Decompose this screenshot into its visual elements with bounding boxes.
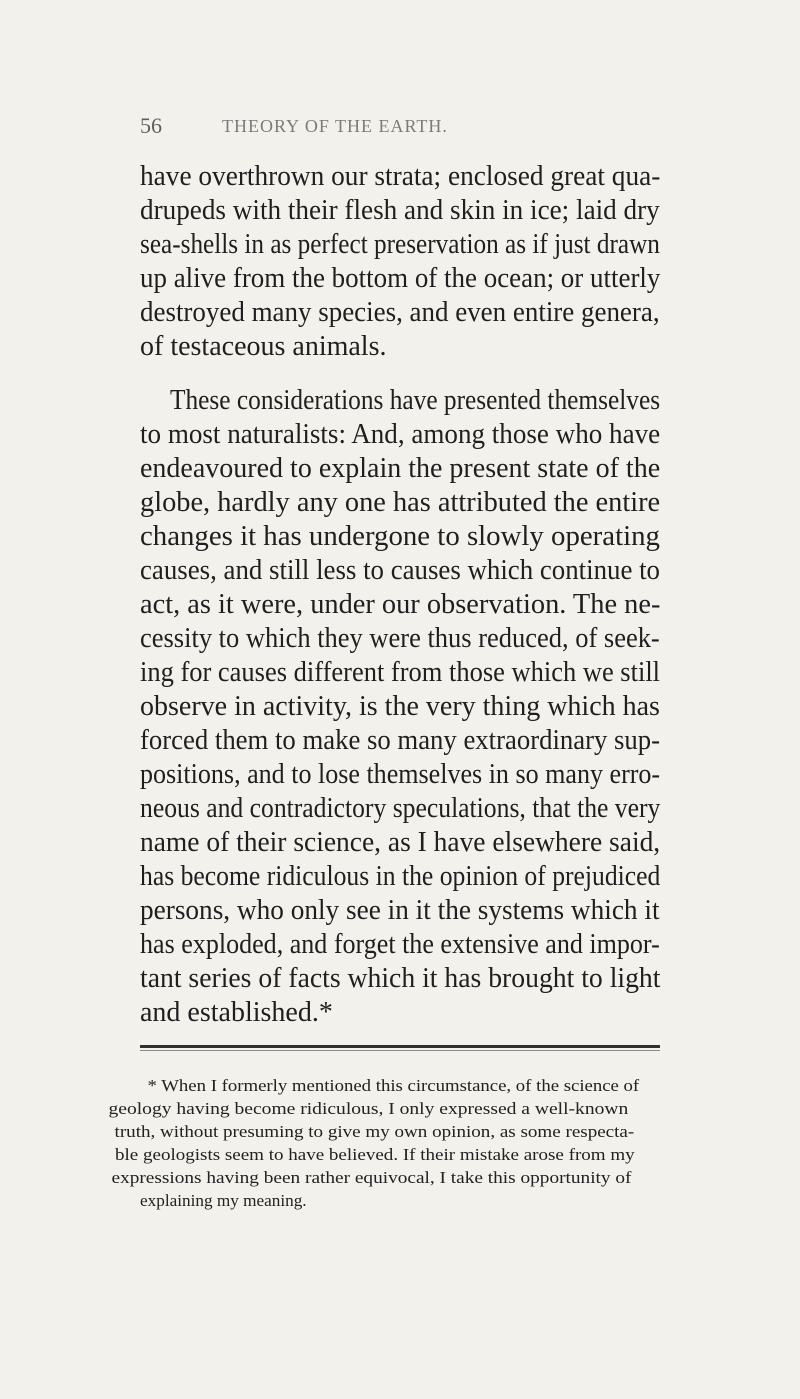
page-number: 56 — [140, 113, 162, 138]
text-line: positions, and to lose themselves in so many erro- — [140, 759, 661, 790]
footnote-rule-secondary — [140, 1050, 660, 1051]
text-line: endeavoured to explain the present state of the — [140, 453, 661, 484]
text-line: name of their science, as I have elsewhere said, — [140, 827, 661, 858]
footnote-line: expressions having been rather equivocal, I take this opportunity of — [111, 1168, 632, 1187]
text-line: destroyed many species, and even entire genera, — [140, 297, 660, 328]
text-line: neous and contradictory speculations, that the very — [140, 793, 661, 824]
text-line: tant series of facts which it has brought to light — [140, 963, 661, 994]
footnote-line: geology having become ridiculous, I only expressed a well-known — [108, 1099, 629, 1118]
text-line: drupeds with their flesh and skin in ice; laid dry — [140, 195, 660, 226]
text-line: to most naturalists: And, among those who have — [140, 419, 661, 450]
text-line: causes, and still less to causes which continue to — [140, 555, 660, 586]
text-line: cessity to which they were thus reduced, of seek- — [140, 623, 660, 654]
running-head: THEORY OF THE EARTH. — [222, 116, 448, 136]
text-line: persons, who only see in it the systems which it — [140, 895, 660, 926]
text-line: has exploded, and forget the extensive and impor- — [140, 929, 660, 960]
text-line: act, as it were, under our observation. The ne- — [140, 589, 661, 620]
footnote-line: truth, without presuming to give my own opinion, as some respecta- — [114, 1122, 635, 1141]
text-line: sea-shells in as perfect preservation as if just drawn — [140, 229, 660, 260]
footnote-line: ble geologists seem to have believed. If their mistake arose from my — [115, 1145, 635, 1164]
text-line: These considerations have presented themselves — [170, 385, 661, 416]
text-line: has become ridiculous in the opinion of prejudiced — [140, 861, 661, 892]
text-line: ing for causes different from those which we still — [140, 657, 661, 688]
text-line: observe in activity, is the very thing which has — [140, 691, 660, 722]
text-line: changes it has undergone to slowly operating — [140, 521, 660, 552]
text-line: forced them to make so many extraordinary sup- — [140, 725, 661, 756]
text-line: have overthrown our strata; enclosed great qua- — [140, 161, 661, 192]
text-line: of testaceous animals. — [140, 331, 387, 362]
text-line: and established.* — [140, 997, 333, 1028]
text-line: globe, hardly any one has attributed the entire — [140, 487, 661, 518]
footnote-rule — [140, 1045, 660, 1048]
text-line: up alive from the bottom of the ocean; or utterly — [140, 263, 661, 294]
page-header — [140, 113, 660, 143]
footnote-line: * When I formerly mentioned this circumstance, of the science of — [147, 1076, 640, 1095]
footnote-line: explaining my meaning. — [140, 1191, 307, 1210]
